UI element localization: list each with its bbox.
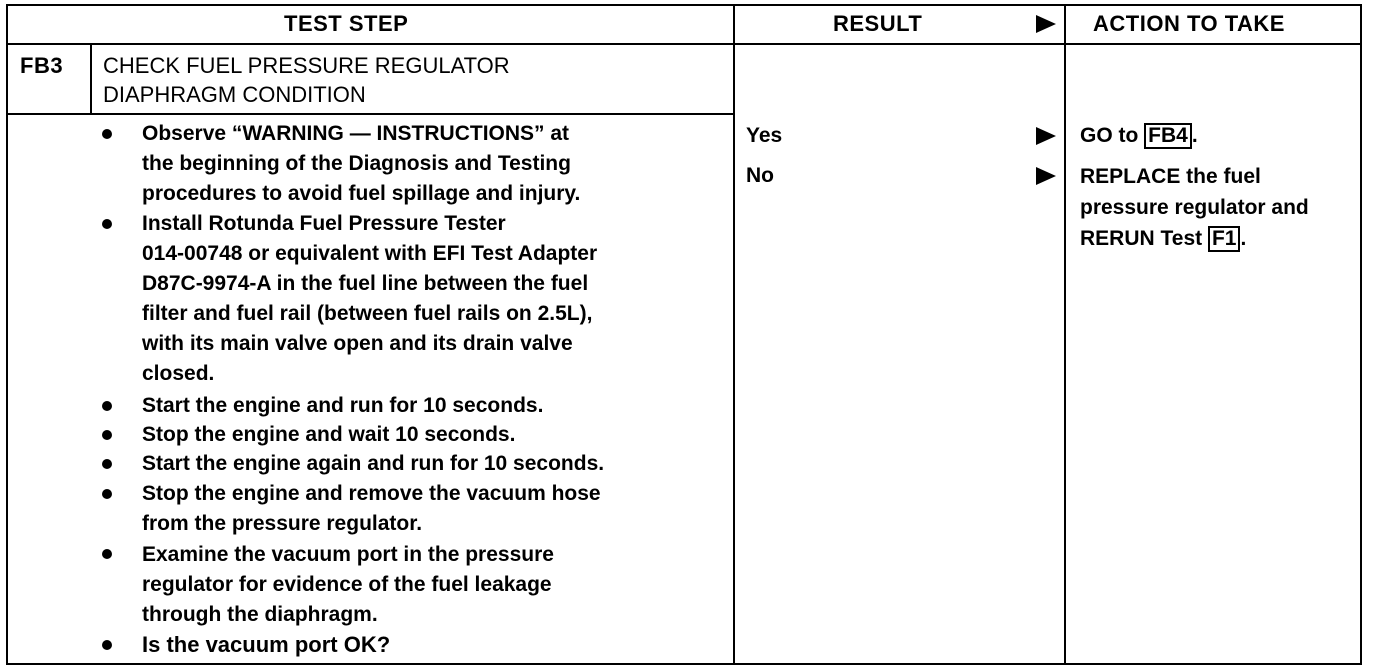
bullet-icon [102, 219, 112, 229]
list-item-5-line-1: Start the engine again and run for 10 seconds. [142, 452, 605, 475]
header-test-step: TEST STEP [284, 11, 409, 36]
bullet-icon [102, 430, 112, 440]
list-item-1-line-1: Observe “WARNING — INSTRUCTIONS” at [142, 122, 570, 145]
action-no-line-2: pressure regulator and [1080, 196, 1309, 219]
header-action: ACTION TO TAKE [1093, 11, 1285, 36]
list-item-2-line-4: filter and fuel rail (between fuel rails on 2.5L), [142, 302, 593, 325]
list-item-7-line-3: through the diaphragm. [142, 603, 378, 626]
step-title-line-1: CHECK FUEL PRESSURE REGULATOR [103, 53, 510, 78]
result-yes: Yes [746, 124, 783, 147]
bullet-icon [102, 129, 112, 139]
list-item-2-line-3: D87C-9974-A in the fuel line between the fuel [142, 272, 589, 295]
list-item-1-line-3: procedures to avoid fuel spillage and injury. [142, 182, 581, 205]
list-item-6-line-2: from the pressure regulator. [142, 512, 423, 535]
bullet-icon [102, 459, 112, 469]
list-item-2-line-5: with its main valve open and its drain valve [142, 332, 573, 355]
bullet-icon [102, 489, 112, 499]
action-no-suffix: . [1240, 227, 1247, 250]
header-arrow-icon [1036, 15, 1056, 33]
action-column-divider [1064, 4, 1066, 665]
action-yes [1080, 121, 1198, 151]
table-top-border [6, 4, 1362, 6]
action-no-prefix: RERUN Test [1080, 227, 1203, 250]
list-item-4-line-1: Stop the engine and wait 10 seconds. [142, 423, 516, 446]
action-yes-ref-link[interactable]: FB4 [1144, 123, 1192, 149]
header-bottom-border [6, 43, 1362, 45]
action-no-ref-link[interactable]: F1 [1208, 226, 1241, 252]
list-item-6-line-1: Stop the engine and remove the vacuum hose [142, 482, 601, 505]
result-no-arrow-icon [1036, 167, 1056, 185]
header-result: RESULT [833, 11, 923, 36]
table-bottom-border [6, 663, 1362, 665]
step-id-divider [90, 44, 92, 114]
title-bottom-border [6, 113, 734, 115]
list-item-1-line-2: the beginning of the Diagnosis and Testing [142, 152, 571, 175]
result-yes-arrow-icon [1036, 127, 1056, 145]
bullet-icon [102, 401, 112, 411]
list-item-2-line-2: 014-00748 or equivalent with EFI Test Adapter [142, 242, 598, 265]
bullet-icon [102, 640, 112, 650]
action-no-line-3 [1080, 224, 1246, 254]
table-left-border [6, 4, 8, 665]
bullet-icon [102, 549, 112, 559]
step-title-line-2: DIAPHRAGM CONDITION [103, 82, 366, 107]
list-item-7-line-2: regulator for evidence of the fuel leakage [142, 573, 552, 596]
action-yes-suffix: . [1191, 124, 1198, 147]
action-yes-prefix: GO to [1080, 124, 1139, 147]
action-no-line-1: REPLACE the fuel [1080, 165, 1261, 188]
table-right-border [1360, 4, 1362, 665]
step-id: FB3 [20, 53, 64, 78]
list-item-2-line-6: closed. [142, 362, 215, 385]
list-item-7-line-1: Examine the vacuum port in the pressure [142, 543, 554, 566]
result-no: No [746, 164, 774, 187]
result-column-divider [733, 4, 735, 665]
list-item-3-line-1: Start the engine and run for 10 seconds. [142, 394, 544, 417]
list-item-2-line-1: Install Rotunda Fuel Pressure Tester [142, 212, 506, 235]
list-item-8-line-1: Is the vacuum port OK? [142, 632, 391, 657]
